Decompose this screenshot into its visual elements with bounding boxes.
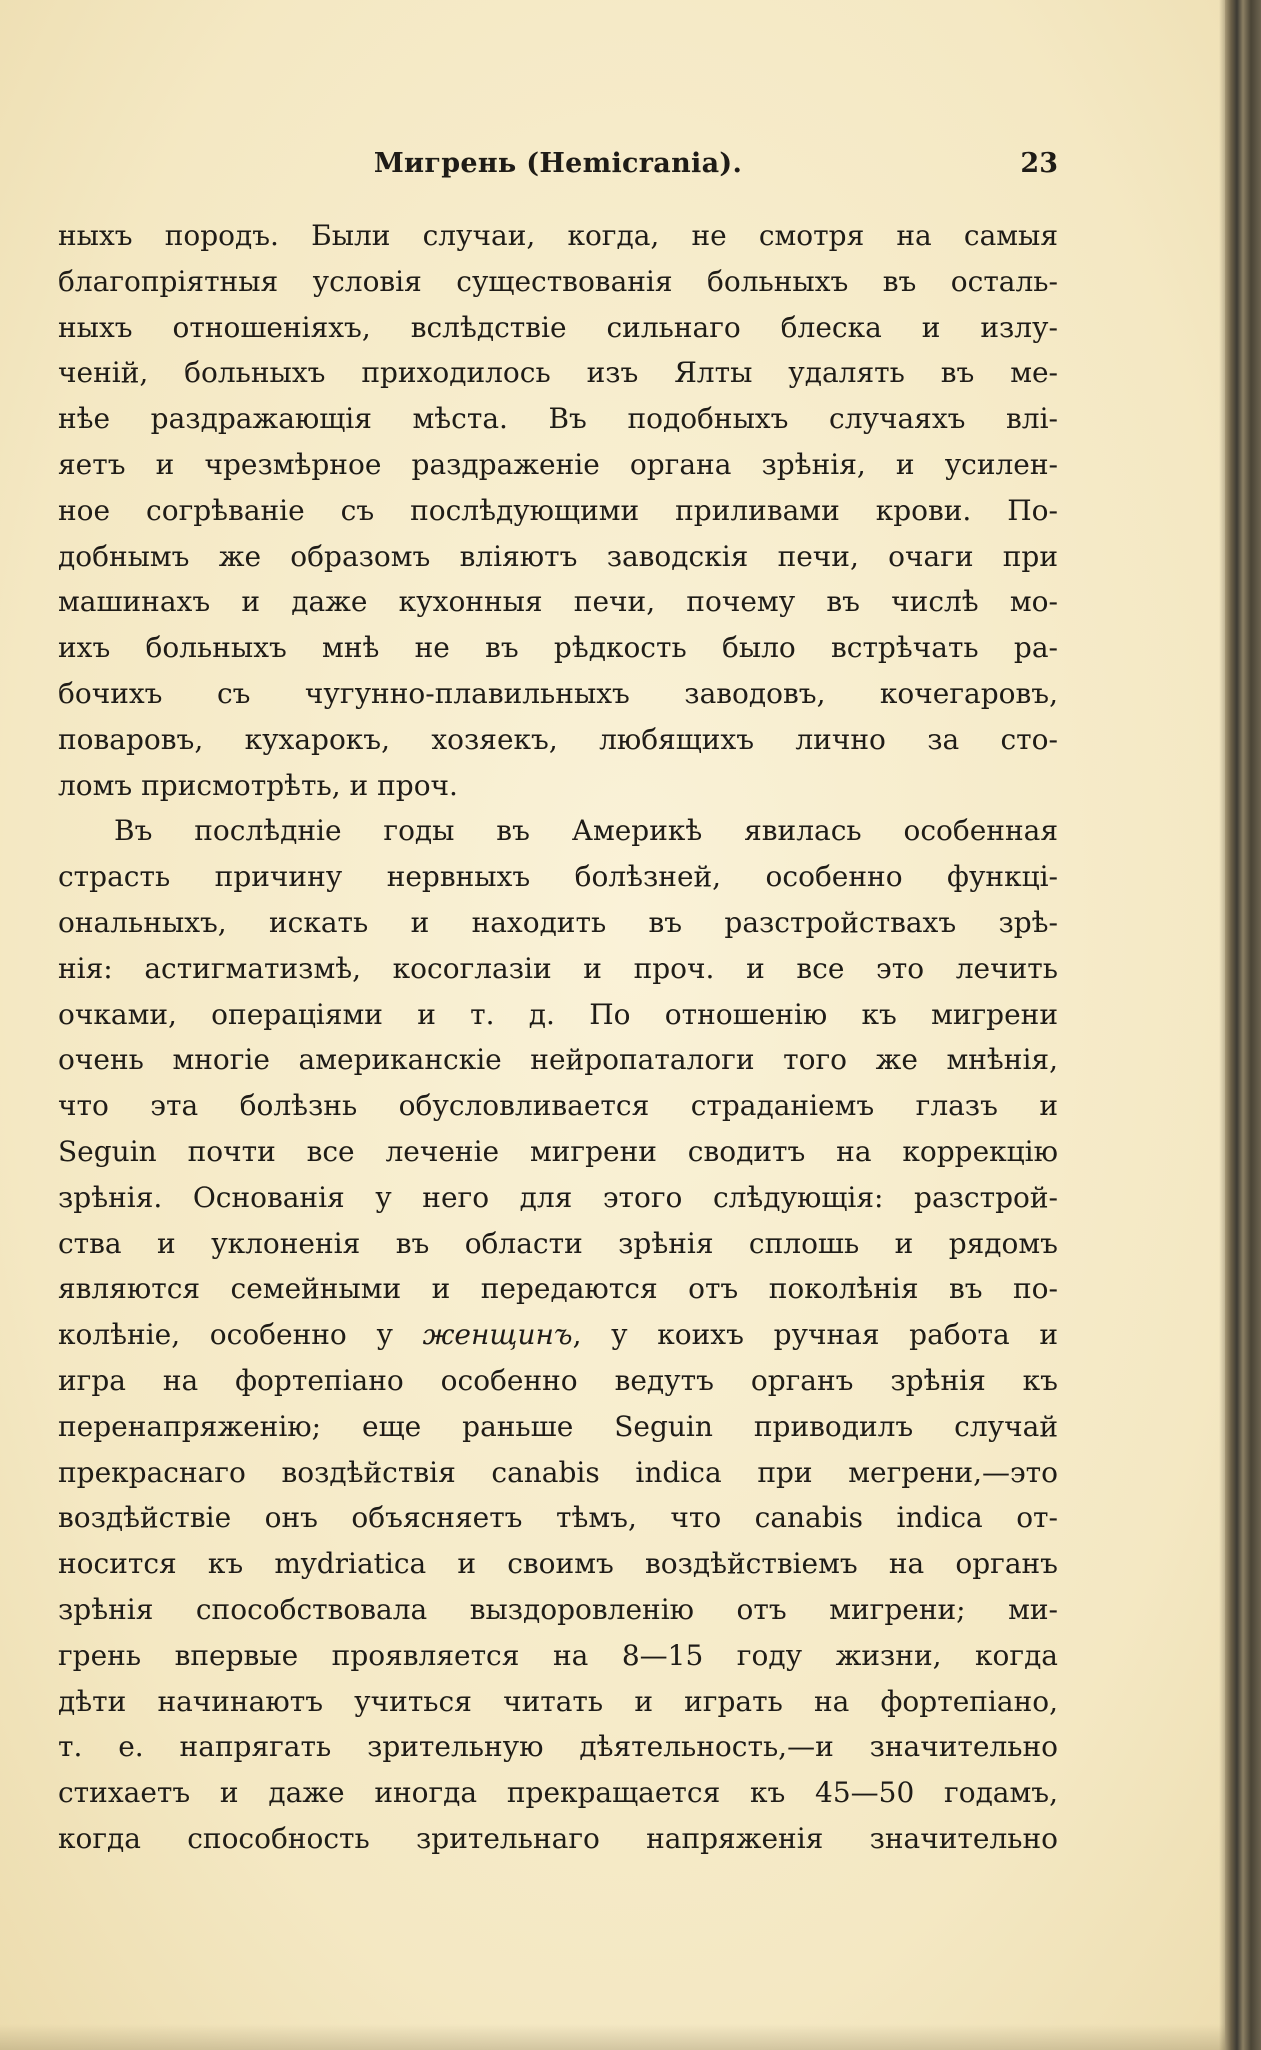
text-line: машинахъ и даже кухонныя печи, почему въ числѣ мо- <box>58 585 1058 619</box>
text-line: перенапряженію; еще раньше Seguin приводилъ случай <box>58 1409 1058 1443</box>
text-line: очень многіе американскіе нейропаталоги того же мнѣнія, <box>58 1043 1058 1077</box>
book-spine <box>1225 0 1261 2050</box>
text-line: что эта болѣзнь обусловливается страданіемъ глазъ и <box>58 1089 1058 1123</box>
text-line: ональныхъ, искать и находить въ разстройствахъ зрѣ- <box>58 905 1058 939</box>
body-text <box>58 213 1058 1862</box>
text-line: зрѣнія способствовала выздоровленію отъ мигрени; ми- <box>58 1592 1058 1626</box>
text-line: ныхъ породъ. Были случаи, когда, не смотря на самыя <box>58 219 1058 252</box>
text-line: ченій, больныхъ приходилось изъ Ялты удалять въ ме- <box>58 356 1058 390</box>
text-line: Seguin почти все леченіе мигрени сводитъ на коррекцію <box>58 1134 1058 1168</box>
text-line: грень впервые проявляется на 8—15 году жизни, когда <box>58 1638 1058 1672</box>
paragraph-start-line: Въ послѣдніе годы въ Америкѣ явилась особенная <box>114 814 1058 848</box>
text-line: носится къ mydriatica и своимъ воздѣйствіемъ на органъ <box>58 1547 1058 1581</box>
text-line: воздѣйствіе онъ объясняетъ тѣмъ, что canabis indica от- <box>58 1501 1058 1535</box>
text-line: бочихъ съ чугунно-плавильныхъ заводовъ, кочегаровъ, <box>58 676 1058 710</box>
text-line: добнымъ же образомъ вліяютъ заводскія печи, очаги при <box>58 539 1058 573</box>
text-line: ныхъ отношеніяхъ, вслѣдствіе сильнаго блеска и излу- <box>58 310 1058 344</box>
text-line: поваровъ, кухарокъ, хозяекъ, любящихъ лично за сто- <box>58 722 1058 756</box>
text-line: прекраснаго воздѣйствія canabis indica при мегрени,—это <box>58 1455 1058 1489</box>
italic-word: женщинъ <box>422 1318 573 1352</box>
page-number: 23 <box>1020 148 1058 179</box>
text-line: ства и уклоненія въ области зрѣнія сплошь и рядомъ <box>58 1226 1058 1260</box>
page-header <box>58 148 1058 188</box>
text-line: очками, операціями и т. д. По отношенію къ мигрени <box>58 997 1058 1031</box>
text-line: ихъ больныхъ мнѣ не въ рѣдкость было встрѣчать ра- <box>58 631 1058 665</box>
line-segment: колѣніе, особенно у <box>58 1318 423 1352</box>
text-line: игра на фортепіано особенно ведутъ органъ зрѣнія къ <box>58 1363 1058 1397</box>
line-segment: , у коихъ ручная работа и <box>572 1318 1058 1352</box>
text-line: т. е. напрягать зрительную дѣятельность,—и значительно <box>58 1730 1058 1764</box>
text-line: благопріятныя условія существованія больныхъ въ осталь- <box>58 264 1058 298</box>
text-line: страсть причину нервныхъ болѣзней, особенно функці- <box>58 860 1058 894</box>
text-line: когда способность зрительнаго напряженія значительно <box>58 1821 1058 1855</box>
text-line: ное согрѣваніе съ послѣдующими приливами крови. По- <box>58 493 1058 527</box>
text-line: яетъ и чрезмѣрное раздраженіе органа зрѣнія, и усилен- <box>58 447 1058 481</box>
page-bottom-edge <box>0 2024 1225 2050</box>
text-line: являются семейными и передаются отъ поколѣнія въ по- <box>58 1272 1058 1306</box>
text-line: нѣе раздражающія мѣста. Въ подобныхъ случаяхъ влі- <box>58 402 1058 436</box>
text-line-with-italic <box>58 1312 1058 1358</box>
running-title: Мигрень (Hemicrania). <box>373 148 743 179</box>
text-line: нія: астигматизмѣ, косоглазіи и проч. и все это лечить <box>58 951 1058 985</box>
text-line: зрѣнія. Основанія у него для этого слѣдующія: разстрой- <box>58 1180 1058 1214</box>
text-line: стихаетъ и даже иногда прекращается къ 45—50 годамъ, <box>58 1776 1058 1810</box>
paragraph-end-line: ломъ присмотрѣть, и проч. <box>58 768 458 802</box>
text-line: дѣти начинаютъ учиться читать и играть на фортепіано, <box>58 1684 1058 1718</box>
